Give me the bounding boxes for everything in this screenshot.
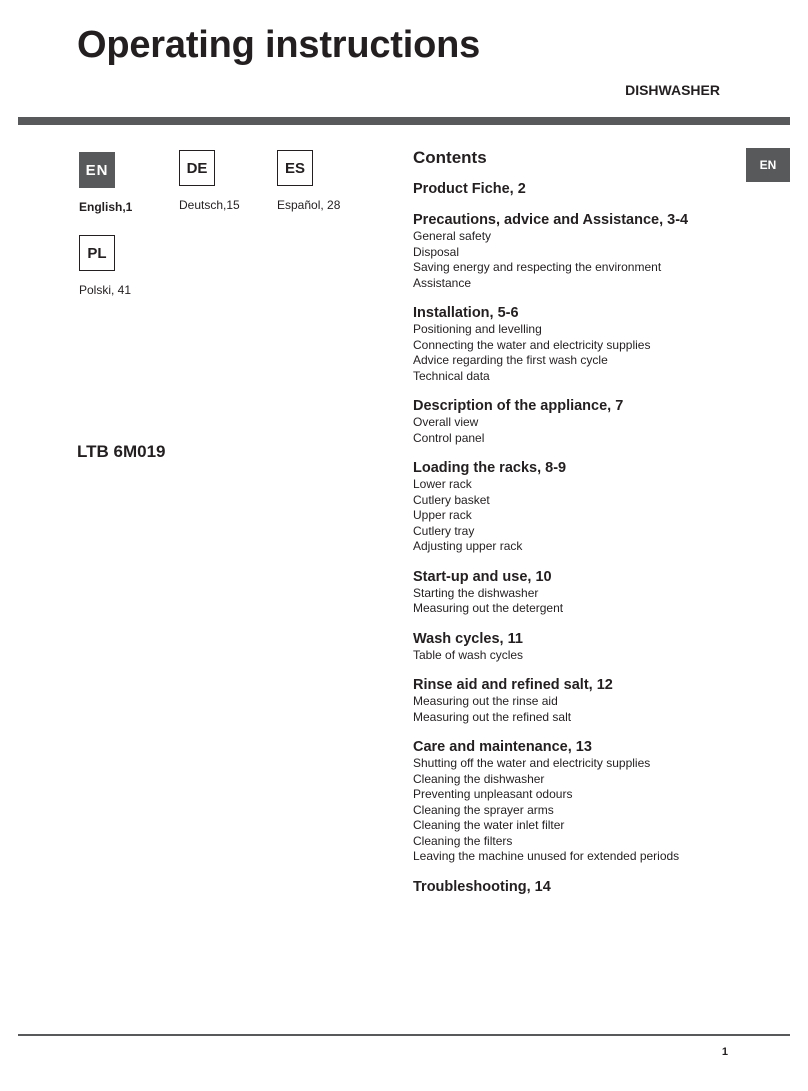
contents-section	[413, 304, 743, 384]
section-item[interactable]: Upper rack	[413, 508, 472, 522]
section-item[interactable]: Shutting off the water and electricity supplies	[413, 756, 651, 770]
language-de-button[interactable]: DE	[179, 150, 215, 186]
section-item[interactable]: Connecting the water and electricity supplies	[413, 337, 651, 352]
language-de-label[interactable]: Deutsch,15	[179, 198, 240, 212]
section-title[interactable]: Care and maintenance, 13	[413, 739, 592, 755]
section-title[interactable]: Product Fiche, 2	[413, 181, 526, 197]
section-item[interactable]: Advice regarding the first wash cycle	[413, 353, 608, 367]
page-title: Operating instructions	[77, 24, 481, 66]
section-title[interactable]: Troubleshooting, 14	[413, 878, 551, 895]
section-item[interactable]: Preventing unpleasant odours	[413, 787, 573, 801]
section-title[interactable]: Installation, 5-6	[413, 305, 519, 321]
contents-section	[413, 180, 743, 198]
contents-section	[413, 397, 743, 446]
section-item[interactable]: Starting the dishwasher	[413, 585, 539, 600]
language-side-tab: EN	[746, 148, 790, 182]
table-of-contents	[413, 148, 743, 909]
contents-title: Contents	[413, 148, 487, 167]
section-title[interactable]: Wash cycles, 11	[413, 630, 523, 647]
header-rule	[18, 117, 790, 125]
contents-section	[413, 568, 743, 617]
language-pl-label[interactable]: Polski, 41	[79, 283, 132, 297]
contents-section	[413, 459, 743, 555]
section-item[interactable]: Measuring out the rinse aid	[413, 694, 558, 708]
section-item[interactable]: Control panel	[413, 430, 485, 445]
section-item[interactable]: Cleaning the sprayer arms	[413, 802, 554, 817]
language-pl-button[interactable]: PL	[79, 235, 115, 271]
contents-section	[413, 878, 743, 896]
footer-rule	[18, 1034, 790, 1036]
language-es	[277, 150, 397, 212]
section-item[interactable]: Cleaning the filters	[413, 833, 513, 848]
language-en-button[interactable]: EN	[79, 152, 115, 188]
section-item[interactable]: Overall view	[413, 415, 479, 429]
section-title[interactable]: Precautions, advice and Assistance, 3-4	[413, 212, 689, 228]
section-item[interactable]: Disposal	[413, 244, 460, 259]
section-item[interactable]: Measuring out the refined salt	[413, 709, 572, 724]
section-title[interactable]: Loading the racks, 8-9	[413, 460, 567, 476]
contents-section	[413, 630, 743, 664]
contents-section	[413, 676, 743, 725]
document-type: DISHWASHER	[625, 82, 720, 98]
language-es-label[interactable]: Español, 28	[277, 198, 341, 212]
section-item[interactable]: General safety	[413, 229, 492, 243]
section-item[interactable]: Leaving the machine unused for extended periods	[413, 849, 680, 863]
section-item[interactable]: Saving energy and respecting the environment	[413, 260, 662, 274]
section-item[interactable]: Table of wash cycles	[413, 647, 524, 662]
section-item[interactable]: Cutlery tray	[413, 523, 475, 538]
language-es-button[interactable]: ES	[277, 150, 313, 186]
section-item[interactable]: Technical data	[413, 368, 490, 383]
section-item[interactable]: Cleaning the water inlet filter	[413, 818, 565, 832]
section-title[interactable]: Description of the appliance, 7	[413, 398, 624, 414]
language-en-label[interactable]: English,1	[79, 200, 133, 214]
section-item[interactable]: Measuring out the detergent	[413, 601, 564, 615]
model-number: LTB 6M019	[77, 442, 166, 461]
section-item[interactable]: Lower rack	[413, 477, 472, 491]
section-title[interactable]: Rinse aid and refined salt, 12	[413, 677, 613, 693]
section-item[interactable]: Adjusting upper rack	[413, 539, 523, 553]
section-item[interactable]: Cutlery basket	[413, 492, 490, 507]
page-number: 1	[721, 1046, 728, 1058]
section-item[interactable]: Cleaning the dishwasher	[413, 771, 545, 786]
section-item[interactable]: Assistance	[413, 275, 472, 290]
contents-section	[413, 211, 743, 291]
section-title[interactable]: Start-up and use, 10	[413, 568, 552, 585]
language-pl	[79, 235, 199, 297]
contents-section	[413, 738, 743, 865]
section-item[interactable]: Positioning and levelling	[413, 322, 542, 336]
